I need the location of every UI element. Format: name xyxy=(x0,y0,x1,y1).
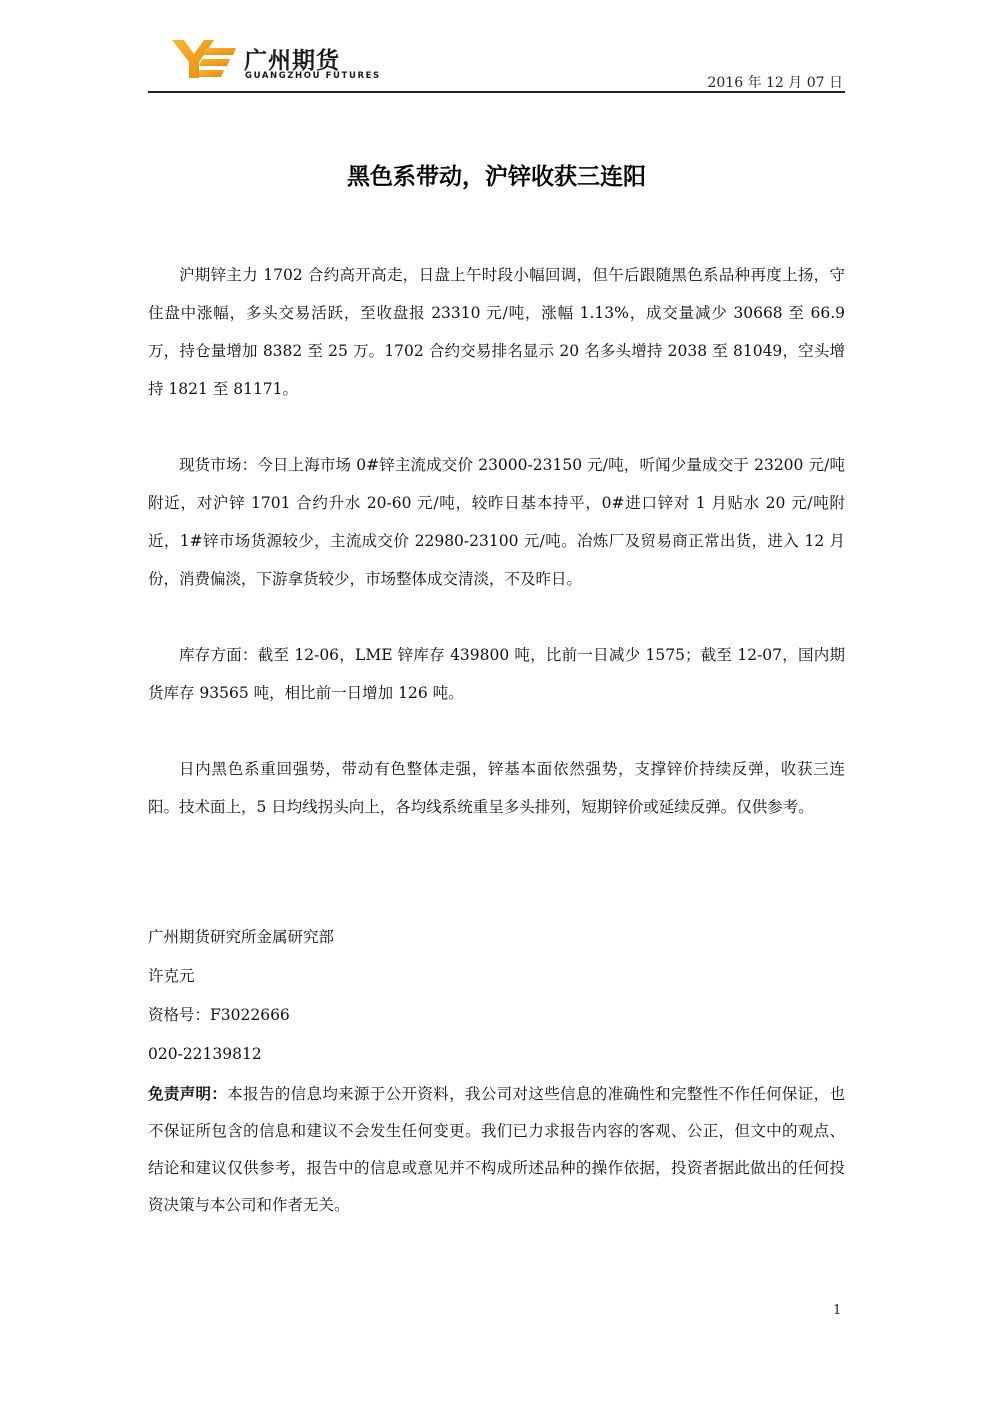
phone-number: 020-22139812 xyxy=(148,1045,262,1063)
report-title: 黑色系带动，沪锌收获三连阳 xyxy=(347,164,646,190)
report-body xyxy=(148,256,845,864)
page-number: 1 xyxy=(833,1303,842,1318)
paragraph-outlook: 日内黑色系重回强势，带动有色整体走强，锌基本面依然强势，支撑锌价持续反弹，收获三连阳。技术面上，5 日均线拐头向上，各均线系统重呈多头排列，短期锌价或延续反弹。仅供参考。 xyxy=(148,760,845,816)
disclaimer-text: 本报告的信息均来源于公开资料，我公司对这些信息的准确性和完整性不作任何保证，也不保证所包含的信息和建议不会发生任何变更。我们已力求报告内容的客观、公正，但文中的观点、结论和建议仅供参考，报告中的信息或意见并不构成所述品种的操作依据，投资者据此做出的任何投资决策与本公司和作者无关。 xyxy=(148,1085,845,1214)
author-block xyxy=(148,918,845,1074)
logo-chinese-name: 广州期货 xyxy=(244,48,340,74)
gz-futures-logo-mark-icon xyxy=(170,38,238,82)
report-date: 2016 年 12 月 07 日 xyxy=(707,75,843,91)
author-name: 许克元 xyxy=(148,967,195,985)
disclaimer xyxy=(148,1076,845,1224)
paragraph-market: 沪期锌主力 1702 合约高开高走，日盘上午时段小幅回调，但午后跟随黑色系品种再度上扬，守住盘中涨幅，多头交易活跃，至收盘报 23310 元/吨，涨幅 1.13%，成交量减少 30668 至 66.9 万，持仓量增加 8382 至 25 万。1702 合约交易排名显示 20 名多头增持 2038 至 81049，空头增持 1821 至 81171。 xyxy=(148,266,845,398)
company-logo xyxy=(170,38,381,82)
disclaimer-label: 免责声明： xyxy=(148,1085,228,1103)
department-name: 广州期货研究所金属研究部 xyxy=(148,928,335,946)
qualification-number: 资格号：F3022666 xyxy=(148,1006,290,1024)
paragraph-inventory: 库存方面：截至 12-06，LME 锌库存 439800 吨，比前一日减少 1575；截至 12-07，国内期货库存 93565 吨，相比前一日增加 126 吨。 xyxy=(148,646,845,702)
header-divider xyxy=(148,91,845,93)
paragraph-spot: 现货市场：今日上海市场 0#锌主流成交价 23000-23150 元/吨，听闻少量成交于 23200 元/吨附近，对沪锌 1701 合约升水 20-60 元/吨，较昨日基本持平，0#进口锌对 1 月贴水 20 元/吨附近，1#锌市场货源较少，主流成交价 22980-23100 元/吨。冶炼厂及贸易商正常出货，进入 12 月份，消费偏淡，下游拿货较少，市场整体成交清淡，不及昨日。 xyxy=(148,456,845,588)
page-header xyxy=(148,30,845,94)
logo-english-name: GUANGZHOU FUTURES xyxy=(245,71,381,81)
